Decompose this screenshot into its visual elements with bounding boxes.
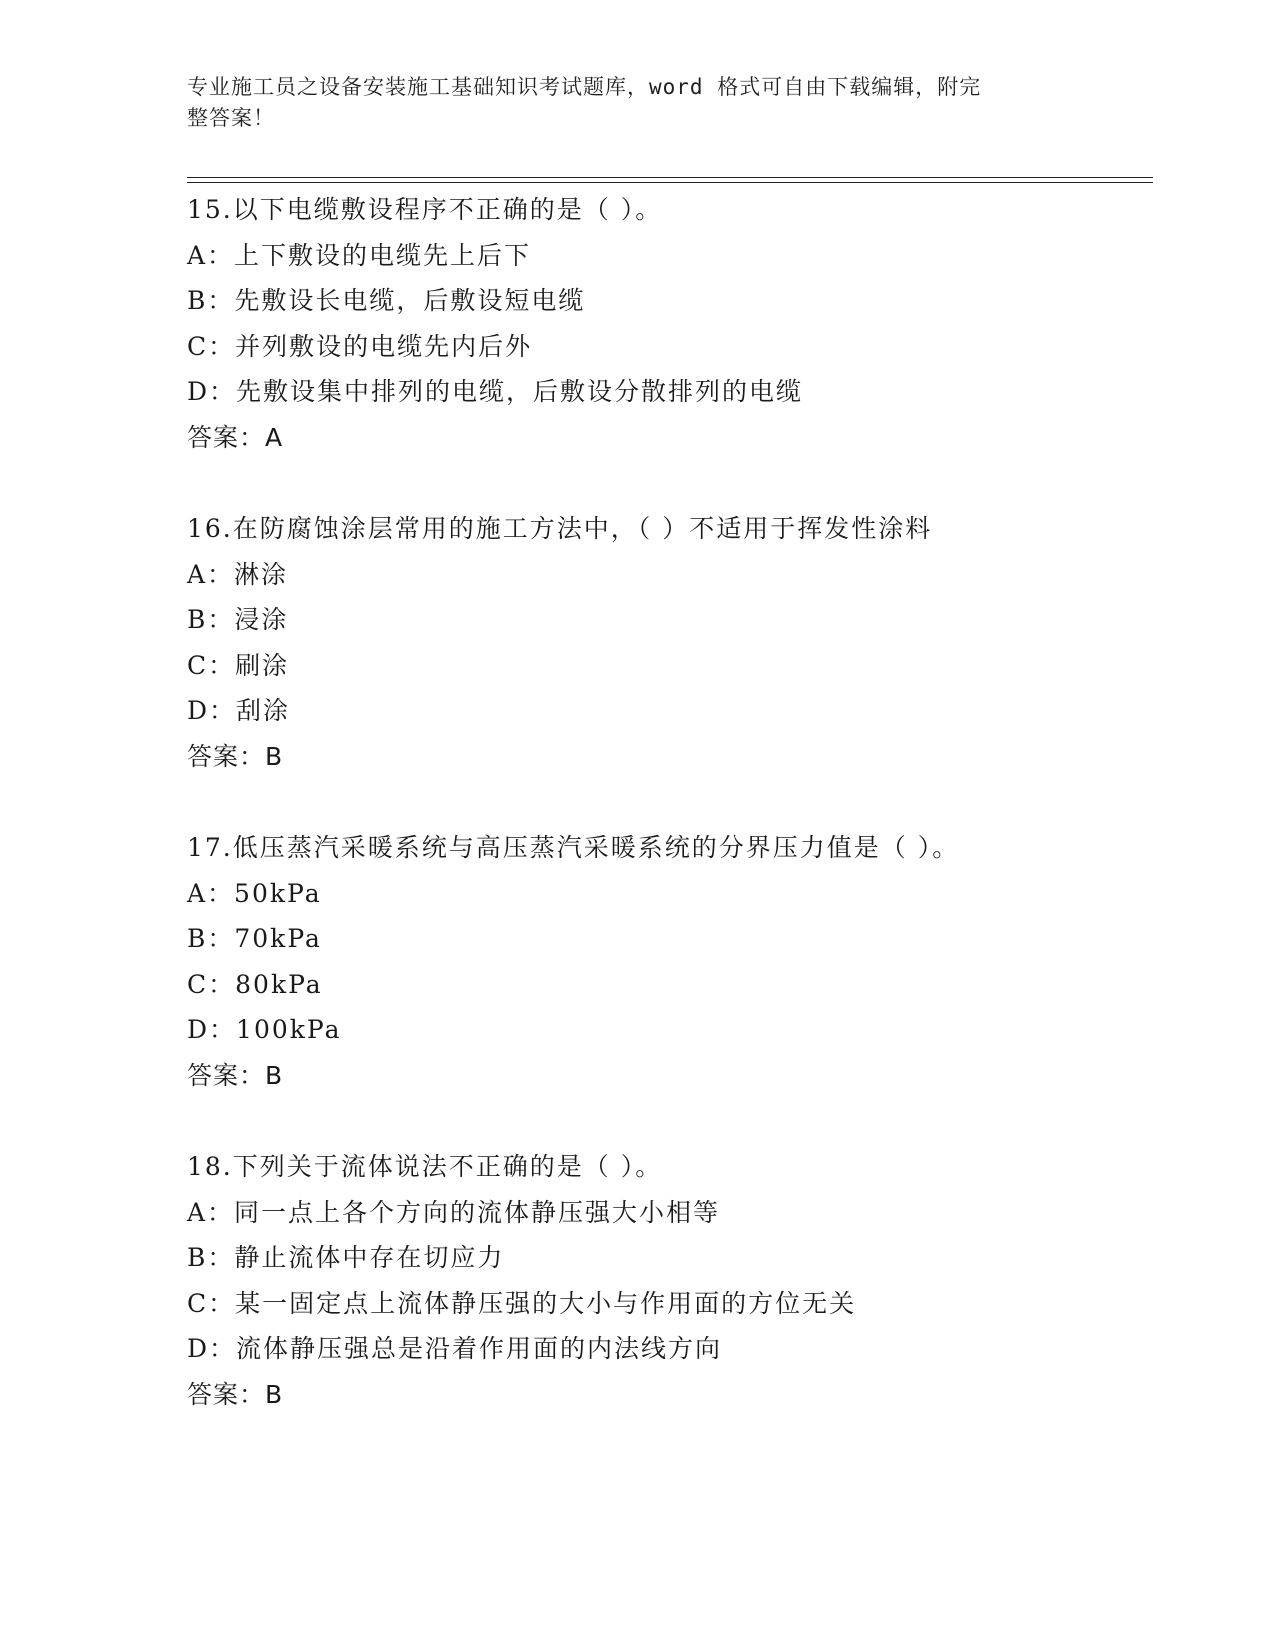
option-c: C：刷涂 — [187, 650, 290, 680]
answer-line: 答案：B — [187, 1060, 284, 1090]
option-b: B：70kPa — [187, 924, 322, 953]
option-a: A：上下敷设的电缆先上后下 — [187, 240, 532, 270]
option-c: C：并列敷设的电缆先内后外 — [187, 331, 533, 361]
question-stem: 15.以下电缆敷设程序不正确的是（ ）。 — [187, 195, 663, 224]
option-a: A：50kPa — [187, 878, 322, 908]
document-header — [187, 72, 1067, 134]
option-b: B：浸涂 — [187, 605, 289, 634]
option-d: D：先敷设集中排列的电缆，后敷设分散排列的电缆 — [187, 377, 804, 406]
answer-line: 答案：B — [187, 741, 284, 771]
question-stem: 17.低压蒸汽采暖系统与高压蒸汽采暖系统的分界压力值是（ ）。 — [187, 833, 960, 862]
option-c: C：某一固定点上流体静压强的大小与作用面的方位无关 — [187, 1288, 857, 1318]
option-a: A：同一点上各个方向的流体静压强大小相等 — [187, 1197, 721, 1227]
question-18 — [187, 1144, 1187, 1417]
option-d: D：100kPa — [187, 1015, 342, 1044]
option-c: C：80kPa — [187, 969, 323, 999]
option-b: B：先敷设长电缆，后敷设短电缆 — [187, 286, 586, 315]
option-d: D：刮涂 — [187, 696, 291, 725]
header-divider-top — [187, 177, 1153, 178]
option-b: B：静止流体中存在切应力 — [187, 1243, 505, 1272]
header-line-1: 专业施工员之设备安装施工基础知识考试题库，word 格式可自由下载编辑，附完 — [187, 75, 982, 99]
answer-line: 答案：A — [187, 422, 284, 452]
question-16 — [187, 506, 1187, 779]
answer-line: 答案：B — [187, 1379, 284, 1409]
header-divider-bottom — [187, 182, 1153, 183]
option-a: A：淋涂 — [187, 559, 289, 589]
question-15 — [187, 187, 1187, 460]
question-stem: 16.在防腐蚀涂层常用的施工方法中，（ ）不适用于挥发性涂料 — [187, 514, 933, 543]
header-line-2: 整答案！ — [187, 106, 275, 130]
option-d: D：流体静压强总是沿着作用面的内法线方向 — [187, 1334, 723, 1363]
question-17 — [187, 825, 1187, 1098]
question-stem: 18.下列关于流体说法不正确的是（ ）。 — [187, 1152, 663, 1181]
